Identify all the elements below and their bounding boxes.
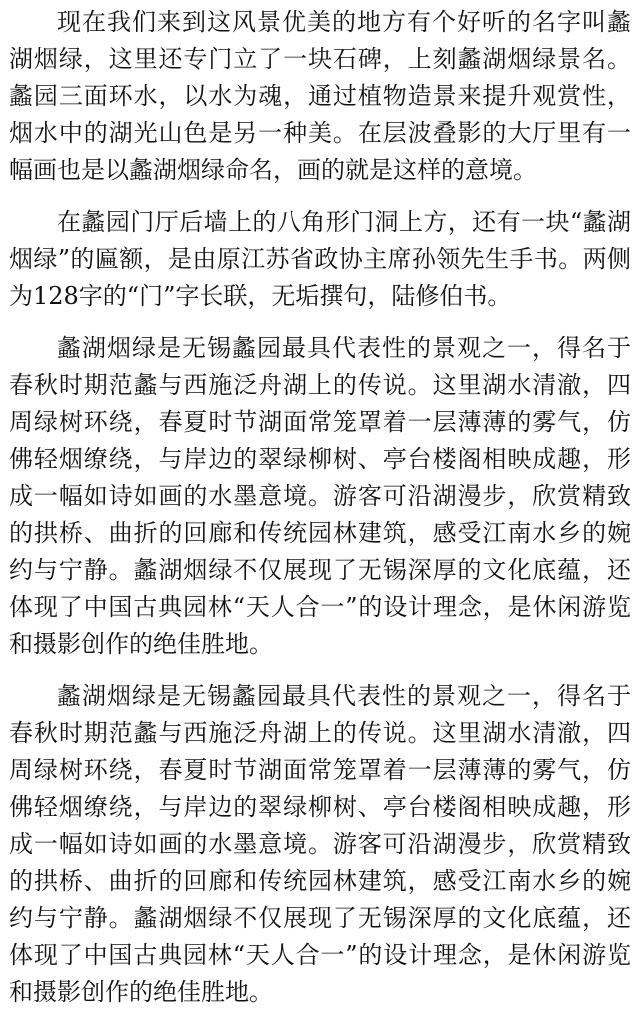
paragraph-description-repeat: 蠡湖烟绿是无锡蠡园最具代表性的景观之一，得名于春秋时期范蠡与西施泛舟湖上的传说。这里湖水清澈，四周绿树环绕，春夏时节湖面常笼罩着一层薄薄的雾气，仿佛轻烟缭绕，与岸边的翠绿柳树、亭台楼阁相映成趣，形成一幅如诗如画的水墨意境。游客可沿湖漫步，欣赏精致的拱桥、曲折的回廊和传统园林建筑，感受江南水乡的婉约与宁静。蠡湖烟绿不仅展现了无锡深厚的文化底蕴，还体现了中国古典园林“天人合一”的设计理念，是休闲游览和摄影创作的绝佳胜地。 — [9, 682, 631, 1006]
paragraph-plaque: 在蠡园门厅后墙上的八角形门洞上方，还有一块“蠡湖烟绿”的匾额，是由原江苏省政协主席孙领先生手书。两侧为128字的“门”字长联，无垢撰句，陆修伯书。 — [9, 208, 631, 310]
paragraph-spacer — [9, 663, 631, 678]
paragraph-intro: 现在我们来到这风景优美的地方有个好听的名字叫蠡湖烟绿，这里还专门立了一块石碑，上刻蠡湖烟绿景名。蠡园三面环水，以水为魂，通过植物造景来提升观赏性，烟水中的湖光山色是另一种美。在层波叠影的大厅里有一幅画也是以蠡湖烟绿命名，画的就是这样的意境。 — [9, 8, 631, 184]
paragraph-description: 蠡湖烟绿是无锡蠡园最具代表性的景观之一，得名于春秋时期范蠡与西施泛舟湖上的传说。这里湖水清澈，四周绿树环绕，春夏时节湖面常笼罩着一层薄薄的雾气，仿佛轻烟缭绕，与岸边的翠绿柳树、亭台楼阁相映成趣，形成一幅如诗如画的水墨意境。游客可沿湖漫步，欣赏精致的拱桥、曲折的回廊和传统园林建筑，感受江南水乡的婉约与宁静。蠡湖烟绿不仅展现了无锡深厚的文化底蕴，还体现了中国古典园林“天人合一”的设计理念，是休闲游览和摄影创作的绝佳胜地。 — [9, 334, 631, 658]
paragraph-spacer — [9, 315, 631, 330]
paragraph-spacer — [9, 189, 631, 204]
